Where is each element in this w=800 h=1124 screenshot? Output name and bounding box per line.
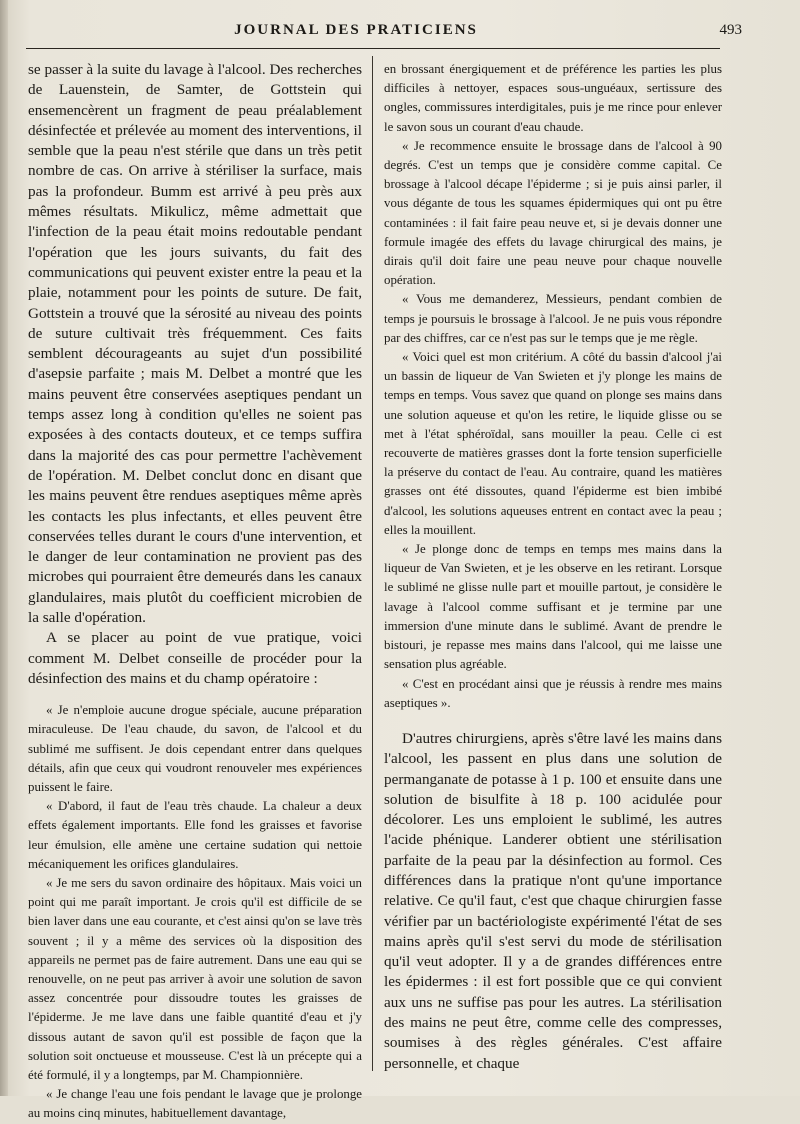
quote-change-water: « Je change l'eau une fois pendant le lavage que je prolonge au moins cinq minutes, habituellement davantage, bbox=[28, 1087, 362, 1121]
column-divider bbox=[372, 56, 373, 1071]
quote-conclusion: « C'est en procédant ainsi que je réussis à rendre mes mains aseptiques ». bbox=[384, 676, 722, 710]
page-binding-edge bbox=[0, 0, 8, 1096]
quote-alcohol-brushing: « Je recommence ensuite le brossage dans de l'alcool à 90 degrés. C'est un temps que je considère comme capital. Ce brossage à l'alcool décape l'épiderme ; si je puis ainsi parler, il vous dégante de tous les squames épidermiques qui ont pu être contaminées : il fait faire peau neuve et, si je devais donner une formule imagée des effets du lavage chirurgical des mains, je dirais qu'il doit faire une peau neuve pour chaque nouvelle opération. bbox=[384, 138, 722, 288]
quote-hot-water: « D'abord, il faut de l'eau très chaude. La chaleur a deux effets également importants. Elle fond les graisses et favorise leur émulsion, elle amène une certaine sudation qui nettoie mécaniquement les orifices glandulaires. bbox=[28, 799, 362, 871]
page-header bbox=[26, 22, 742, 44]
page-number: 493 bbox=[719, 22, 742, 38]
quote-van-swieten: « Je plonge donc de temps en temps mes mains dans la liqueur de Van Swieten, et je les observe en les retirant. Lorsque le sublimé ne glisse nulle part et mouille partout, je considère le lavage à l'alcool comme suffisant et je termine par une immersion d'une minute dans le sublimé. Avant de prendre le bistouri, je repasse mes mains dans l'alcool, qui me laisse une sensation plus agréable. bbox=[384, 542, 722, 672]
header-rule bbox=[26, 48, 720, 49]
quote-soap: « Je me sers du savon ordinaire des hôpitaux. Mais voici un point qui me paraît important. Je crois qu'il est difficile de se bien laver dans une eau courante, et c'est ainsi qu'on se lave très souvent ; il y a même des services où la disposition des appareils ne permet pas de faire autrement. Dans une eau qui se renouvelle, on ne peut pas arriver à avoir une solution de savon assez concentrée pour dissoudre toutes les graisses de l'épiderme. Je me lave dans une faible quantité d'eau et j'y dissous autant de savon qu'il est possible de façon que la solution soit onctueuse et mousseuse. C'est là un précepte qui a été formulé, il y a longtemps, par M. Championnière. bbox=[28, 876, 362, 1083]
right-column bbox=[384, 60, 722, 1074]
paragraph-other-surgeons: D'autres chirurgiens, après s'être lavé les mains dans l'alcool, les passent en plus dans une solution de permanganate de potasse à 1 p. 100 et ensuite dans une solution de bisulfite à 18 p. 100 acidulée pour décolorer. Les uns emploient le sublimé, les autres l'acide phénique. Landerer obtient une stérilisation parfaite de la peau par la désinfection au formol. Ces différences dans la pratique n'ont qu'une importance relative. Ce qu'il faut, c'est que chaque chirurgien fasse vérifier par un bactériologiste expérimenté l'état de ses mains après qu'il s'est servi du mode de stérilisation qu'il veut adopter. Il y a de grandes différences entre les épidermes : il est fort possible que ce qui convient aux uns ne suffise pas pour les autres. La stérilisation des mains ne peut être, comme celle des compresses, soumises à des règles générales. C'est affaire personnelle, et chaque bbox=[384, 729, 722, 1072]
quote-duration: « Vous me demanderez, Messieurs, pendant combien de temps je poursuis le brossage à l'alcool. Je ne puis vous répondre par des chiffres, car ce n'est pas sur le temps que je me règle. bbox=[384, 292, 722, 345]
quote-brushing-continued: en brossant énergiquement et de préférence les parties les plus difficiles à nettoyer, espaces sous-unguéaux, sertissure des ongles, commissures interdigitales, puis je me rince pour enlever le savon sous un courant d'eau chaude. bbox=[384, 62, 722, 134]
paragraph-lauenstein: se passer à la suite du lavage à l'alcool. Des recherches de Lauenstein, de Samter, de Gottstein qui ensemencèrent un fragment de peau préalablement désinfectée et prélevée au moment des interventions, il semble que la peau n'est stérile que dans un très petit nombre de cas. On arrive à stériliser la surface, mais pas la profondeur. Bumm est arrivé à peu près aux mêmes résultats. Mikulicz, même admettait que l'infection de la peau était moins redoutable pendant l'opération que les jours suivants, du fait des communications qui peuvent exister entre la peau et la plaie, notamment pour les points de suture. De fait, Gottstein a trouvé que la sérosité au niveau des points de suture cultivait très fréquemment. Ces faits semblent décourageants au sujet d'un possibilité d'asepsie parfaite ; mais M. Delbet a montré que les mains peuvent être conservées aseptiques pendant un temps assez long à condition qu'elles ne soient pas exposées à des contacts douteux, et ce temps suffira dans la majorité des cas pour permettre l'achèvement de l'opération. M. Delbet conclut donc en disant que les mains peuvent être rendues aseptiques même après les contacts les plus infectants, et elles peuvent être conservées telles durant le cours d'une intervention, et le danger de leur contamination ne provient pas des microbes qui pourraient être demeurés dans les canaux glandulaires, mais plutôt du coefficient microbien de la salle d'opération. bbox=[28, 61, 362, 627]
left-column bbox=[28, 60, 362, 1124]
quote-no-special-drug: « Je n'emploie aucune drogue spéciale, aucune préparation miraculeuse. De l'eau chaude, du savon, de l'alcool et du sublimé me suffisent. Je dois cependant entrer dans quelques détails, afin que ceux qui voudront renouveler mes expériences puissent le faire. bbox=[28, 703, 362, 795]
paragraph-delbet-intro: A se placer au point de vue pratique, voici comment M. Delbet conseille de procéder pour la désinfection des mains et du champ opératoire : bbox=[28, 629, 362, 687]
quote-criterion: « Voici quel est mon critérium. A côté du bassin d'alcool j'ai un bassin de liqueur de Van Swieten et j'y plonge les mains de temps en temps. Vous savez que quand on plonge ses mains dans une solution aqueuse et qu'on les retire, le liquide glisse ou se met à l'état sphéroïdal, sans mouiller la peau. Celle ci est recouverte de matières grasses dont la forte tension superficielle la préserve du contact de l'eau. Au contraire, quand les matières grasses ont été dissoutes, quand l'épiderme est bien imbibé d'alcool, les solutions aqueuses entrent en contact avec la peau ; elles la mouillent. bbox=[384, 350, 722, 537]
running-title: JOURNAL DES PRATICIENS bbox=[234, 22, 478, 38]
